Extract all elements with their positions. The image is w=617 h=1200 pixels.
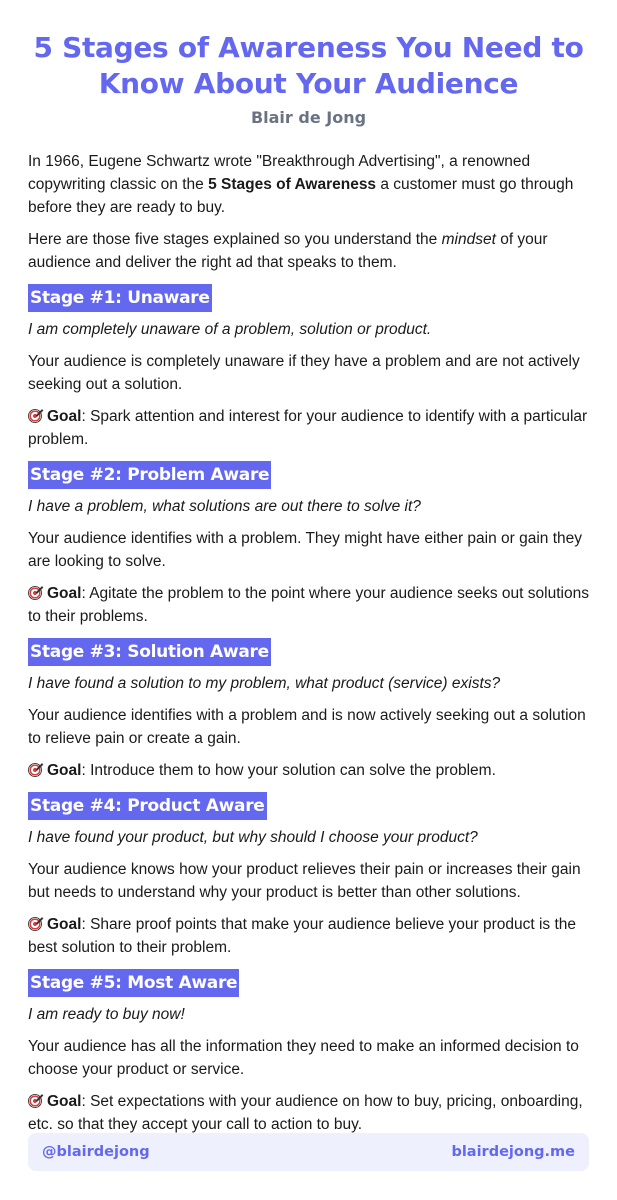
stage-quote: I have found a solution to my problem, what product (service) exists? bbox=[28, 675, 501, 692]
goal-text: : Share proof points that make your audience believe your product is the best solution to their problem. bbox=[28, 916, 577, 956]
stage-quote: I have a problem, what solutions are out there to solve it? bbox=[28, 498, 421, 515]
direct-hit-target-icon bbox=[28, 763, 42, 777]
stage-description: Your audience identifies with a problem. They might have either pain or gain they are looking to solve. bbox=[28, 530, 583, 570]
stage-section-5 bbox=[28, 959, 589, 1136]
stage-section-3 bbox=[28, 628, 589, 782]
goal-text: : Introduce them to how your solution can solve the problem. bbox=[81, 762, 496, 779]
goal-text: : Set expectations with your audience on how to buy, pricing, onboarding, etc. so that they accept your call to action to buy. bbox=[28, 1093, 583, 1133]
stage-section-1 bbox=[28, 274, 589, 451]
goal-label: Goal bbox=[47, 762, 82, 779]
goal-text: : Spark attention and interest for your audience to identify with a particular problem. bbox=[28, 408, 588, 448]
intro-bold-text: 5 Stages of Awareness bbox=[208, 176, 377, 193]
stage-goal bbox=[28, 582, 589, 628]
stages-list bbox=[28, 274, 589, 1136]
stage-section-4 bbox=[28, 782, 589, 959]
stage-goal bbox=[28, 759, 589, 782]
stage-description: Your audience is completely unaware if they have a problem and are not actively seeking out a solution. bbox=[28, 353, 580, 393]
direct-hit-target-icon bbox=[28, 409, 42, 423]
stage-goal bbox=[28, 1090, 589, 1136]
goal-label: Goal bbox=[47, 585, 82, 602]
stage-description: Your audience identifies with a problem and is now actively seeking out a solution to relieve pain or create a gain. bbox=[28, 707, 586, 747]
intro-section bbox=[28, 150, 589, 274]
intro-text: a customer must go through before they are ready to buy. bbox=[28, 176, 574, 216]
page-title: 5 Stages of Awareness You Need to Know About Your Audience bbox=[33, 31, 584, 100]
author-name: Blair de Jong bbox=[250, 108, 367, 127]
intro-paragraph-1 bbox=[28, 150, 589, 219]
stage-section-2 bbox=[28, 451, 589, 628]
goal-label: Goal bbox=[47, 916, 82, 933]
intro-text: of your audience and deliver the right ad that speaks to them. bbox=[28, 231, 548, 271]
stage-heading: Stage #4: Product Aware bbox=[28, 792, 267, 820]
footer-handle: @blairdejong bbox=[42, 1144, 150, 1160]
goal-text: : Agitate the problem to the point where your audience seeks out solutions to their problems. bbox=[28, 585, 589, 625]
goal-label: Goal bbox=[47, 1093, 82, 1110]
stage-heading: Stage #3: Solution Aware bbox=[28, 638, 271, 666]
direct-hit-target-icon bbox=[28, 586, 42, 600]
stage-quote: I have found your product, but why should I choose your product? bbox=[28, 829, 478, 846]
stage-quote: I am ready to buy now! bbox=[28, 1006, 185, 1023]
stage-quote: I am completely unaware of a problem, solution or product. bbox=[28, 321, 432, 338]
stage-goal bbox=[28, 913, 589, 959]
footer-bar bbox=[28, 1133, 589, 1171]
stage-heading: Stage #1: Unaware bbox=[28, 284, 212, 312]
direct-hit-target-icon bbox=[28, 1094, 42, 1108]
intro-paragraph-2 bbox=[28, 228, 589, 274]
footer-website: blairdejong.me bbox=[451, 1144, 575, 1160]
intro-text: In 1966, Eugene Schwartz wrote "Breakthrough Advertising", a renowned copywriting classic on the bbox=[28, 153, 531, 193]
stage-heading: Stage #5: Most Aware bbox=[28, 969, 239, 997]
intro-italic-text: mindset bbox=[441, 231, 496, 248]
stage-description: Your audience knows how your product relieves their pain or increases their gain but needs to understand why your product is better than other solutions. bbox=[28, 861, 581, 901]
stage-description: Your audience has all the information they need to make an informed decision to choose your product or service. bbox=[28, 1038, 579, 1078]
stage-heading: Stage #2: Problem Aware bbox=[28, 461, 271, 489]
stage-goal bbox=[28, 405, 589, 451]
goal-label: Goal bbox=[47, 408, 82, 425]
intro-text: Here are those five stages explained so you understand the bbox=[28, 231, 442, 248]
direct-hit-target-icon bbox=[28, 917, 42, 931]
